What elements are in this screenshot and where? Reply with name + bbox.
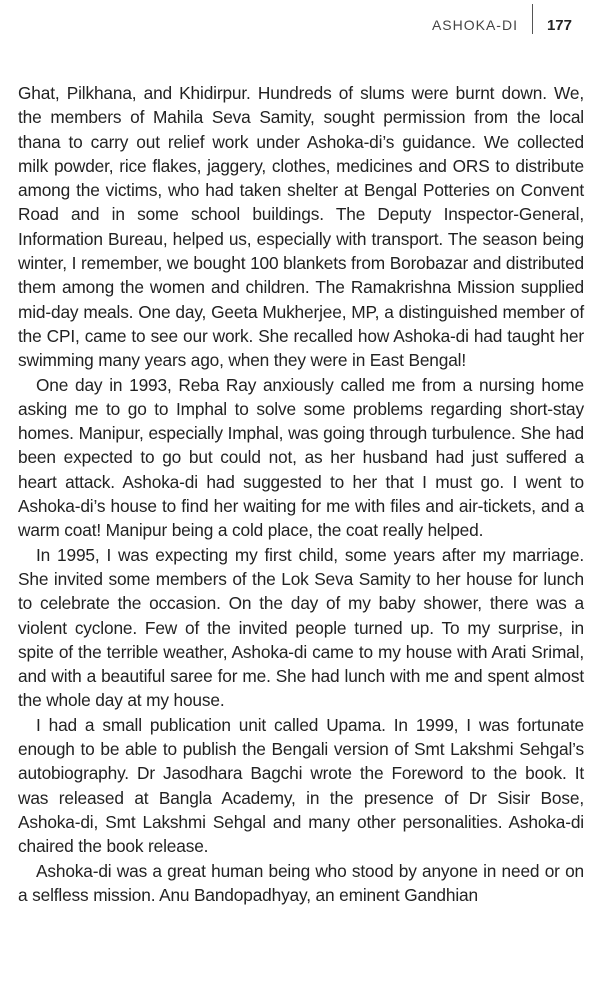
header-divider: [532, 4, 533, 34]
paragraph-2: One day in 1993, Reba Ray anxiously called me from a nursing home asking me to go to Imphal to solve some problems regarding short-stay homes. Manipur, especially Imphal, was going through turbulence. She had been expected to go but could not, as her husband had just suffered a heart attack. Ashoka-di had suggested to her that I must go. I went to Ashoka-di’s house to find her waiting for me with files and air-tickets, and a warm coat! Manipur being a cold place, the coat really helped.: [18, 374, 584, 541]
body-text: [18, 81, 584, 907]
page-header: [432, 10, 572, 40]
running-head: ASHOKA-DI: [431, 17, 518, 33]
page-number: 177: [546, 16, 572, 34]
paragraph-4: I had a small publication unit called Upama. In 1999, I was fortunate enough to be able to publish the Bengali version of Smt Lakshmi Sehgal’s autobiography. Dr Jasodhara Bagchi wrote the Foreword to the book. It was released at Bangla Academy, in the presence of Dr Sisir Bose, Ashoka-di, Smt Lakshmi Sehgal and many other personalities. Ashoka-di chaired the book release.: [18, 714, 584, 857]
paragraph-1: Ghat, Pilkhana, and Khidirpur. Hundreds of slums were burnt down. We, the members of Mahila Seva Samity, sought permission from the local thana to carry out relief work under Ashoka-di’s guidance. We collected milk powder, rice flakes, jaggery, clothes, medicines and ORS to distribute among the victims, who had taken shelter at Bengal Potteries on Convent Road and in some school buildings. The Deputy Inspector-General, Information Bureau, helped us, especially with transport. The season being winter, I remember, we bought 100 blankets from Borobazar and distributed them among the women and children. The Ramakrishna Mission supplied mid-day meals. One day, Geeta Mukherjee, MP, a distinguished member of the CPI, came to see our work. She recalled how Ashoka-di had taught her swimming many years ago, when they were in East Bengal!: [18, 83, 584, 371]
paragraph-5: Ashoka-di was a great human being who stood by anyone in need or on a selfless mission. Anu Bandopadhyay, an eminent Gandhian: [18, 860, 584, 905]
paragraph-3: In 1995, I was expecting my first child, some years after my marriage. She invited some members of the Lok Seva Samity to her house for lunch to celebrate the occasion. On the day of my baby shower, there was a violent cyclone. Few of the invited people turned up. To my surprise, in spite of the terrible weather, Ashoka-di came to my house with Arati Srimal, and with a beautiful saree for me. She had lunch with me and spent almost the whole day at my house.: [18, 544, 584, 711]
